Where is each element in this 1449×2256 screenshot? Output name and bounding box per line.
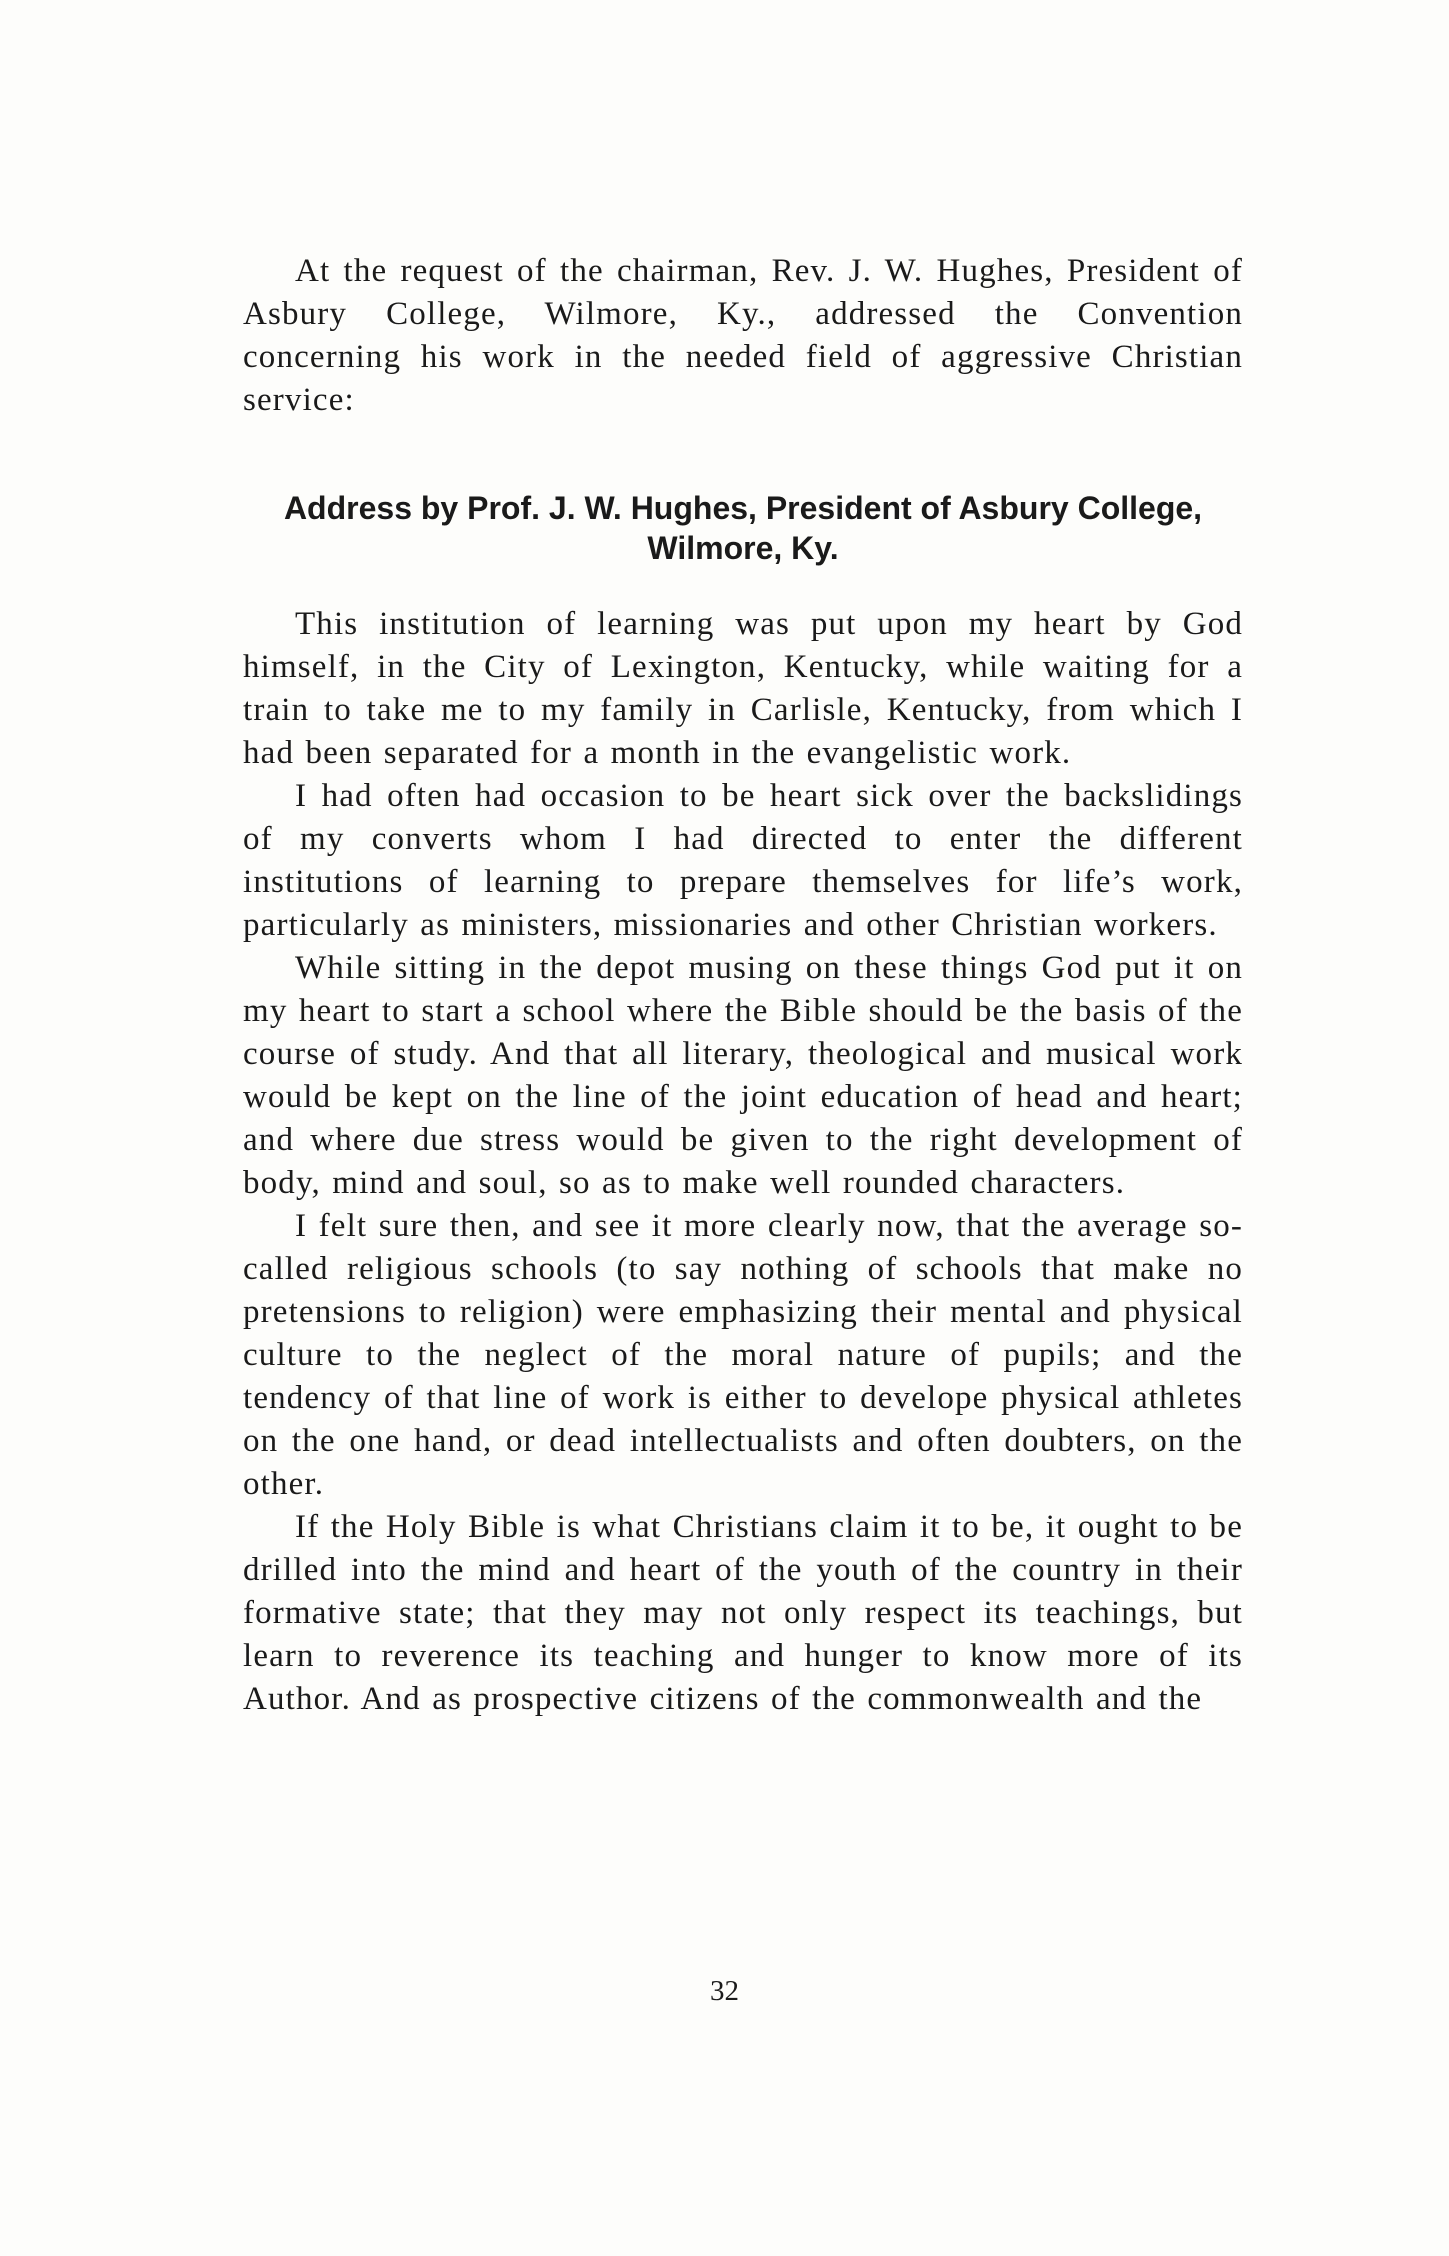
address-heading: Address by Prof. J. W. Hughes, President of Asbury College, Wilmore, Ky. xyxy=(283,490,1203,566)
intro-section xyxy=(243,250,1243,422)
body-paragraph: If the Holy Bible is what Christians claim it to be, it ought to be drilled into the mind and heart of the youth of the country in their formative state; that they may not only respect its teachings, but learn to reverence its teaching and hunger to know more of its Author. And as prospective citizens of the commonwealth and the xyxy=(243,1509,1243,1717)
body-paragraph: I had often had occasion to be heart sick over the backslidings of my converts whom I had directed to enter the different institutions of learning to prepare themselves for life’s work, particularly as ministers, missionaries and other Christian workers. xyxy=(243,778,1243,943)
body-paragraph: I felt sure then, and see it more clearly now, that the average so-called religious schools (to say nothing of schools that make no pretensions to religion) were emphasizing their mental and physical culture to the neglect of the moral nature of pupils; and the tendency of that line of work is either to develope physical athletes on the one hand, or dead intellectualists and often doubters, on the other. xyxy=(243,1208,1243,1502)
body-paragraph: While sitting in the depot musing on these things God put it on my heart to start a school where the Bible should be the basis of the course of study. And that all literary, theological and musical work would be kept on the line of the joint education of head and heart; and where due stress would be given to the right development of body, mind and soul, so as to make well rounded characters. xyxy=(243,950,1243,1201)
body-paragraph: This institution of learning was put upon my heart by God himself, in the City of Lexington, Kentucky, while waiting for a train to take me to my family in Carlisle, Kentucky, from which I had been separated for a month in the evangelistic work. xyxy=(243,606,1243,771)
page-number: 32 xyxy=(710,1975,739,2007)
address-body xyxy=(243,603,1243,1721)
intro-paragraph: At the request of the chairman, Rev. J. W. Hughes, President of Asbury College, Wilmore, Ky., addressed the Convention concerning his work in the needed field of aggressive Christian service: xyxy=(243,253,1243,418)
